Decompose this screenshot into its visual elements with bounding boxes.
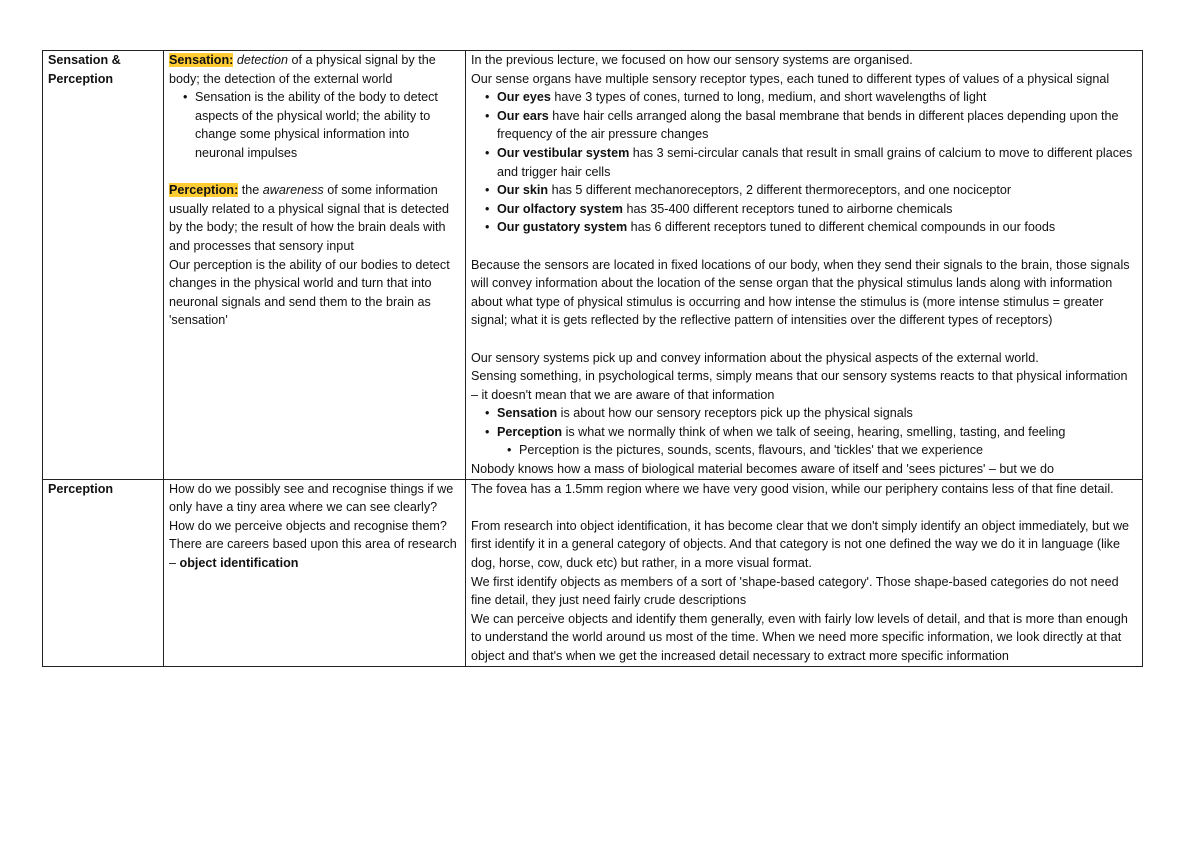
sense-organ-list [471,88,1138,237]
paragraph: Our sensory systems pick up and convey information about the physical aspects of the external world. [471,350,1039,365]
list-item: • Our vestibular system has 3 semi-circular canals that result in small grains of calcium to move to different places and trigger hair cells [497,144,1138,181]
table-row [43,479,1143,666]
sensation-def-text: of a physical signal by the body; the detection of the external world [169,53,436,86]
paragraph: We can perceive objects and identify them generally, even with fairly low levels of detail, and that is more than enough to understand the world around us most of the time. When we need more specific information, we look directly at that object and that's when we get the increased detail necessary to extract more specific information [471,611,1128,663]
list-item: • Our ears have hair cells arranged along the basal membrane that bends in different places depending upon the frequency of the air pressure changes [497,107,1138,144]
list-item: • Sensation is about how our sensory receptors pick up the physical signals [497,404,1138,423]
spacer [471,237,1138,256]
table-row [43,51,1143,480]
topic-label: Perception [48,481,114,496]
paragraph: Nobody knows how a mass of biological material becomes aware of itself and 'sees pictures' – but we do [471,462,1055,477]
sensation-perception-list [471,404,1138,460]
notes-table [42,50,1143,667]
list-item: • Our skin has 5 different mechanoreceptors, 2 different thermoreceptors, and one nociceptor [497,181,1138,200]
paragraph: The fovea has a 1.5mm region where we have very good vision, while our periphery contains less of that fine detail. [471,481,1114,496]
paragraph: In the previous lecture, we focused on how our sensory systems are organised. [471,53,913,67]
list-item: • Our eyes have 3 types of cones, turned to long, medium, and short wavelengths of light [497,88,1138,107]
list-item: • Perception is the pictures, sounds, scents, flavours, and 'tickles' that we experience [519,441,1138,460]
paragraph: How do we possibly see and recognise things if we only have a tiny area where we can see clearly? How do we perceive objects and recognise them? [169,481,454,533]
paragraph: There are careers based upon this area of research – object identification [169,537,457,571]
paragraph: Our sense organs have multiple sensory receptor types, each tuned to different types of values of a physical signal [471,71,1110,86]
list-item: • Perception is what we normally think of when we talk of seeing, hearing, smelling, tasting, and feeling • Perception is the pictures, sounds, scents, flavours, and 'tickles' that we experience [497,423,1138,460]
paragraph: Sensing something, in psychological terms, simply means that our sensory systems reacts to that physical information – it doesn't mean that we are aware of that information [471,369,1128,402]
detail-cell [466,51,1143,480]
list-item: • Sensation is the ability of the body to detect aspects of the physical world; the ability to change some physical information into neuronal impulses [195,88,461,162]
sensation-bullets [169,88,461,162]
sensation-def-italic: detection [236,53,289,67]
topic-label: Sensation & Perception [48,53,121,86]
notes-cell [164,479,466,666]
perception-def-pre: the [238,183,263,198]
sensation-term: Sensation: [169,53,234,67]
topic-cell [43,51,164,480]
perception-def-text: of some information usually related to a physical signal that is detected by the body; the result of how the brain deals with and processes that sensory input [169,183,450,253]
notes-cell [164,51,466,480]
list-item: • Our gustatory system has 6 different receptors tuned to different chemical compounds in our foods [497,218,1138,237]
topic-cell [43,479,164,666]
spacer [169,163,461,182]
paragraph: We first identify objects as members of a sort of 'shape-based category'. Those shape-based categories do not need fine detail, they just need fairly crude descriptions [471,574,1119,608]
paragraph: Because the sensors are located in fixed locations of our body, when they send their signals to the brain, those signals will convey information about the location of the sense organ that the physical stimulus lands along with information about what type of physical stimulus is occurring and how intense the stimulus is (more intense stimulus = greater signal; what it is gets reflected by the reflective pattern of intensities over the different types of receptors) [471,257,1130,328]
perception-extra: Our perception is the ability of our bodies to detect changes in the physical world and turn that into neuronal signals and send them to the brain as 'sensation' [169,257,450,328]
perception-term: Perception: [169,183,239,198]
detail-cell [466,479,1143,666]
list-item: • Our olfactory system has 35-400 different receptors tuned to airborne chemicals [497,200,1138,219]
sub-list [497,441,1138,460]
sensation-definition [169,51,461,88]
perception-def-italic: awareness [262,183,324,198]
spacer [471,330,1138,349]
perception-definition [169,181,461,255]
paragraph: From research into object identification, it has become clear that we don't simply identify an object immediately, but we first identify it in a general category of objects. And that category is not one defined the way we do it in language (like dog, horse, cow, duck etc) but rather, in a more visual format. [471,518,1130,571]
spacer [471,498,1138,517]
